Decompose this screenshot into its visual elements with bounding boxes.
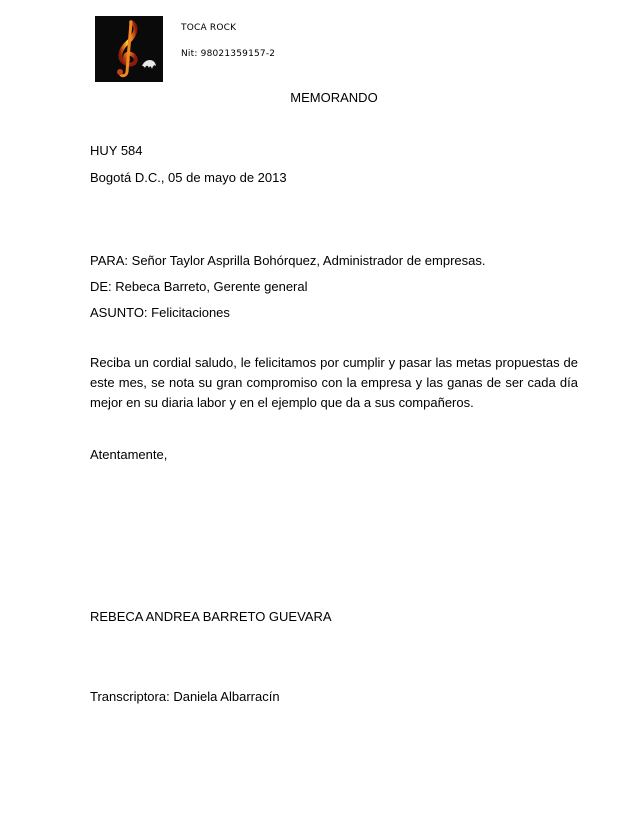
document-title: MEMORANDO bbox=[290, 90, 378, 105]
date-line: Bogotá D.C., 05 de mayo de 2013 bbox=[90, 170, 287, 185]
subject-line: ASUNTO: Felicitaciones bbox=[90, 305, 230, 320]
signature-name: REBECA ANDREA BARRETO GUEVARA bbox=[90, 609, 332, 624]
recipient-line: PARA: Señor Taylor Asprilla Bohórquez, Administrador de empresas. bbox=[90, 253, 486, 268]
closing-line: Atentamente, bbox=[90, 447, 168, 462]
treble-clef-logo-icon bbox=[95, 16, 163, 82]
body-paragraph: Reciba un cordial saludo, le felicitamos por cumplir y pasar las metas propuestas de este mes, se nota su gran compromiso con la empresa y las ganas de ser cada día mejor en su diaria labor y en el ejemplo que da a sus compañeros. bbox=[90, 355, 578, 410]
transcriber-line: Transcriptora: Daniela Albarracín bbox=[90, 689, 280, 704]
company-nit: Nit: 98021359157-2 bbox=[181, 49, 276, 59]
reference-code: HUY 584 bbox=[90, 143, 143, 158]
company-name: TOCA ROCK bbox=[181, 23, 237, 33]
sender-line: DE: Rebeca Barreto, Gerente general bbox=[90, 279, 308, 294]
